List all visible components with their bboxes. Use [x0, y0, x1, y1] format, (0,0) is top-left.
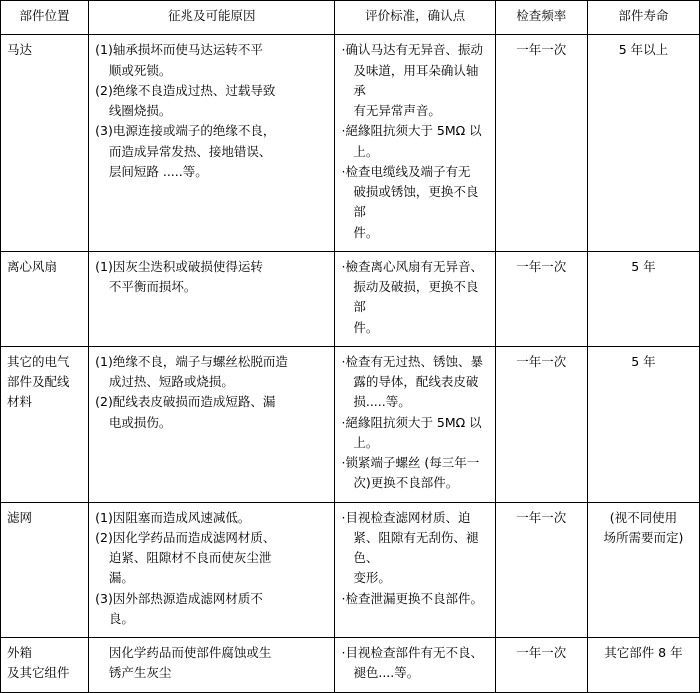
text-line: 不平衡而损坏。	[108, 279, 197, 294]
text-line: 电或损伤。	[108, 414, 172, 430]
text-line: 因化学药品而使部件腐蚀或生	[108, 645, 272, 660]
text-line: 5 年	[631, 353, 656, 369]
text-line: ·目视检查部件有无不良、	[341, 645, 483, 660]
column-header-location: 部件位置	[1, 1, 89, 35]
text-line: 次)更换不良部件。	[353, 475, 459, 491]
column-header-symptom: 征兆及可能原因	[89, 1, 335, 35]
table-row	[1, 346, 700, 502]
text-line: (2)配线表皮破损而造成短路、漏	[95, 394, 276, 410]
text-line: 锈产生灰尘	[108, 665, 172, 681]
table-row	[1, 638, 700, 693]
text-line: 件。	[353, 319, 379, 335]
text-line: 一年一次	[516, 42, 567, 58]
cell-criteria	[335, 638, 495, 693]
text-line: ·目视检查滤网材质、迫	[341, 509, 471, 525]
text-line: 及味道，用耳朵确认轴承	[353, 62, 479, 98]
text-line: 一年一次	[516, 509, 567, 525]
text-line: 顺或死锁。	[108, 62, 172, 78]
text-line: ·检查电缆线及端子有无	[341, 163, 471, 179]
text-line: ·确认马达有无异音、振动	[341, 42, 483, 58]
text-line: 5 年	[631, 258, 656, 274]
text-line: (1)因阻塞而造成风速减低。	[95, 509, 251, 525]
text-line: ·絕緣阻抗须大于 5MΩ 以	[341, 414, 482, 430]
text-line: 层间短路 .....等。	[108, 163, 208, 179]
column-header-life: 部件寿命	[587, 1, 699, 35]
text-line: ·检查有无过热、锈蚀、暴	[341, 353, 483, 369]
text-line: 有无异常声音。	[353, 103, 441, 118]
cell-life	[587, 502, 699, 638]
table-row	[1, 502, 700, 638]
cell-frequency	[495, 502, 587, 638]
text-line: 露的导体，配线表皮破	[353, 374, 479, 389]
table-header-row	[1, 1, 700, 35]
table-row	[1, 251, 700, 346]
text-line: 破损或锈蚀，更换不良部	[353, 184, 479, 220]
cell-life	[587, 35, 699, 252]
text-line: 紧、阻隙有无刮伤、褪色、	[353, 529, 479, 565]
cell-criteria	[335, 346, 495, 502]
text-line: (3)电源连接或端子的绝缘不良，	[95, 123, 276, 139]
cell-symptom	[89, 502, 335, 638]
text-line: 一年一次	[516, 258, 567, 274]
text-line: 部件及配线	[7, 374, 70, 389]
cell-symptom	[89, 638, 335, 693]
column-header-frequency: 检查频率	[495, 1, 587, 35]
text-line: 上。	[353, 434, 379, 450]
cell-frequency	[495, 346, 587, 502]
cell-life	[587, 251, 699, 346]
text-line: 线圈烧损。	[108, 103, 172, 118]
text-line: (1)因灰尘迭积或破损使得运转	[95, 258, 263, 274]
text-line: (2)因化学药品而造成滤网材质、	[95, 529, 276, 545]
text-line: (视不同使用	[609, 509, 678, 525]
text-line: ·絕緣阻抗须大于 5MΩ 以	[341, 123, 482, 139]
cell-frequency	[495, 638, 587, 693]
text-line: (1)绝缘不良，端子与螺丝松脱而造	[95, 353, 288, 369]
text-line: 损.....等。	[353, 394, 411, 410]
text-line: 滤网	[7, 509, 33, 525]
text-line: 而造成异常发热、接地错误、	[108, 143, 272, 159]
text-line: 5 年以上	[618, 42, 669, 58]
text-line: 及其它组件	[7, 665, 70, 681]
text-line: 上。	[353, 143, 379, 159]
text-line: 褪色....等。	[353, 665, 420, 681]
cell-life	[587, 638, 699, 693]
text-line: (2)绝缘不良造成过热、过载导致	[95, 82, 276, 98]
cell-symptom	[89, 346, 335, 502]
text-line: 成过热、短路或烧损。	[108, 374, 234, 389]
text-line: ·检查泄漏更换不良部件。	[341, 590, 483, 606]
cell-frequency	[495, 35, 587, 252]
text-line: (1)轴承损坏而使马达运转不平	[95, 42, 263, 58]
text-line: 材料	[7, 394, 33, 410]
text-line: 一年一次	[516, 645, 567, 660]
cell-location	[1, 346, 89, 502]
text-line: 良。	[108, 610, 134, 626]
cell-symptom	[89, 251, 335, 346]
table-row	[1, 35, 700, 252]
cell-frequency	[495, 251, 587, 346]
text-line: 一年一次	[516, 353, 567, 369]
text-line: 振动及破损，更换不良部	[353, 279, 479, 315]
cell-location	[1, 638, 89, 693]
text-line: 其它的电气	[7, 353, 70, 369]
text-line: 外箱	[7, 645, 33, 660]
cell-criteria	[335, 35, 495, 252]
text-line: (3)因外部热源造成滤网材质不	[95, 590, 263, 606]
text-line: 离心风扇	[7, 258, 58, 274]
column-header-criteria: 评价标准，确认点	[335, 1, 495, 35]
cell-location	[1, 502, 89, 638]
text-line: 变形。	[353, 570, 391, 586]
text-line: 迫紧、阻隙材不良而使灰尘泄	[108, 550, 272, 565]
text-line: ·锁紧端子螺丝 (每三年一	[341, 455, 480, 470]
cell-location	[1, 35, 89, 252]
text-line: 漏。	[108, 570, 134, 586]
table-body	[1, 35, 700, 692]
cell-criteria	[335, 251, 495, 346]
cell-criteria	[335, 502, 495, 638]
cell-life	[587, 346, 699, 502]
text-line: 马达	[7, 42, 33, 58]
text-line: 件。	[353, 224, 379, 240]
text-line: ·檢查离心风扇有无异音、	[341, 258, 483, 274]
text-line: 其它部件 8 年	[604, 645, 683, 660]
text-line: 场所需要而定)	[603, 529, 684, 545]
cell-symptom	[89, 35, 335, 252]
cell-location	[1, 251, 89, 346]
